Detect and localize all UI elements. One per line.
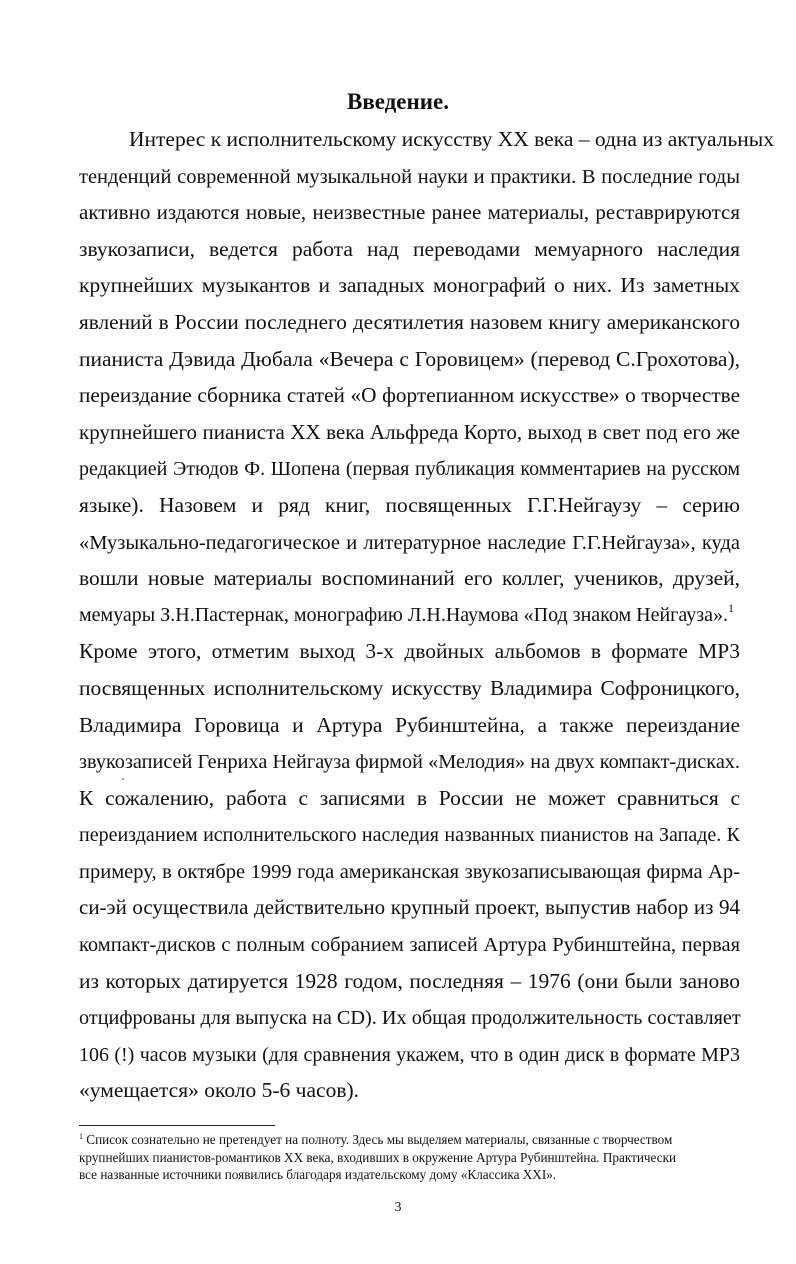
- text-line: вошли новые материалы воспоминаний его коллег, учеников, друзей,: [79, 566, 740, 591]
- text-line: крупнейшего пианиста XX века Альфреда Корто, выход в свет под его же: [79, 419, 740, 444]
- text-line: посвященных исполнительскому искусству Владимира Софроницкого,: [79, 675, 740, 700]
- page-title: Введение.: [347, 89, 449, 114]
- text-line: Интерес к исполнительскому искусству XX века – одна из актуальных: [129, 127, 774, 151]
- text-line: примеру, в октябре 1999 года американская звукозаписывающая фирма Ар-: [79, 860, 740, 883]
- text-line: звукозаписей Генриха Нейгауза фирмой «Мелодия» на двух компакт-дисках.: [79, 751, 740, 774]
- text-line: переиздание сборника статей «О фортепианном искусстве» о творчестве: [79, 383, 740, 408]
- footnote-divider: [79, 1125, 275, 1126]
- page-number: 3: [394, 1200, 402, 1215]
- text-line: отцифрованы для выпуска на CD). Их общая продолжительность составляет: [79, 1007, 741, 1030]
- text-line: мемуары З.Н.Пастернак, монографию Л.Н.Наумова «Под знаком Нейгауза».$^1$: [79, 600, 734, 626]
- footnote-line: все названные источники появились благодаря издательскому дому «Классика XXI».: [79, 1167, 557, 1182]
- text-line: крупнейших музыкантов и западных монографий о них. Из заметных: [79, 273, 740, 298]
- text-line: языке). Назовем и ряд книг, посвященных Г.Г.Нейгаузу – серию: [79, 492, 740, 517]
- footnote-reference: 1: [727, 600, 734, 615]
- text-line: редакцией Этюдов Ф. Шопена (первая публикация комментариев на русском: [79, 458, 740, 481]
- footnote: [79, 1131, 740, 1184]
- body-text: [79, 121, 774, 1109]
- text-line: звукозаписи, ведется работа над переводами мемуарного наследия: [79, 236, 740, 261]
- footnote-line: $^1$ Список сознательно не претендует на полноту. Здесь мы выделяем материалы, связанные с творчеством: [79, 1132, 673, 1147]
- text-line: из которых датируется 1928 годом, последняя – 1976 (они были заново: [79, 968, 740, 993]
- text-line: Владимира Горовица и Артура Рубинштейна, а также переиздание: [79, 712, 740, 737]
- text-line: компакт-дисков с полным собранием записей Артура Рубинштейна, первая: [79, 934, 740, 957]
- text-line: тенденций современной музыкальной науки и практики. В последние годы: [79, 165, 740, 188]
- text-line: 106 (!) часов музыки (для сравнения укажем, что в один диск в формате МР3: [79, 1043, 740, 1066]
- footnote-line: крупнейших пианистов-романтиков XX века, входивших в окружение Артура Рубинштейна. Практически: [79, 1149, 677, 1165]
- text-line: К сожалению, работа с записями в России не может сравниться с: [79, 785, 740, 810]
- text-line: Кроме этого, отметим выход 3-х двойных альбомов в формате МР3: [79, 639, 740, 664]
- text-line: «Музыкально-педагогическое и литературное наследие Г.Г.Нейгауза», куда: [79, 531, 740, 554]
- footnote-marker: 1: [79, 1132, 83, 1141]
- text-line: «умещается» около 5-6 часов).: [79, 1078, 360, 1103]
- text-line: переизданием исполнительского наследия названных пианистов на Западе. К: [79, 824, 740, 847]
- text-line: явлений в России последнего десятилетия назовем книгу американского: [79, 309, 740, 334]
- text-line: активно издаются новые, неизвестные ранее материалы, реставрируются: [79, 200, 740, 225]
- scan-speck: [122, 778, 124, 780]
- text-line: пианиста Дэвида Дюбала «Вечера с Горовицем» (перевод С.Грохотова),: [79, 346, 740, 371]
- text-line: си-эй осуществила действительно крупный проект, выпустив набор из 94: [79, 895, 740, 920]
